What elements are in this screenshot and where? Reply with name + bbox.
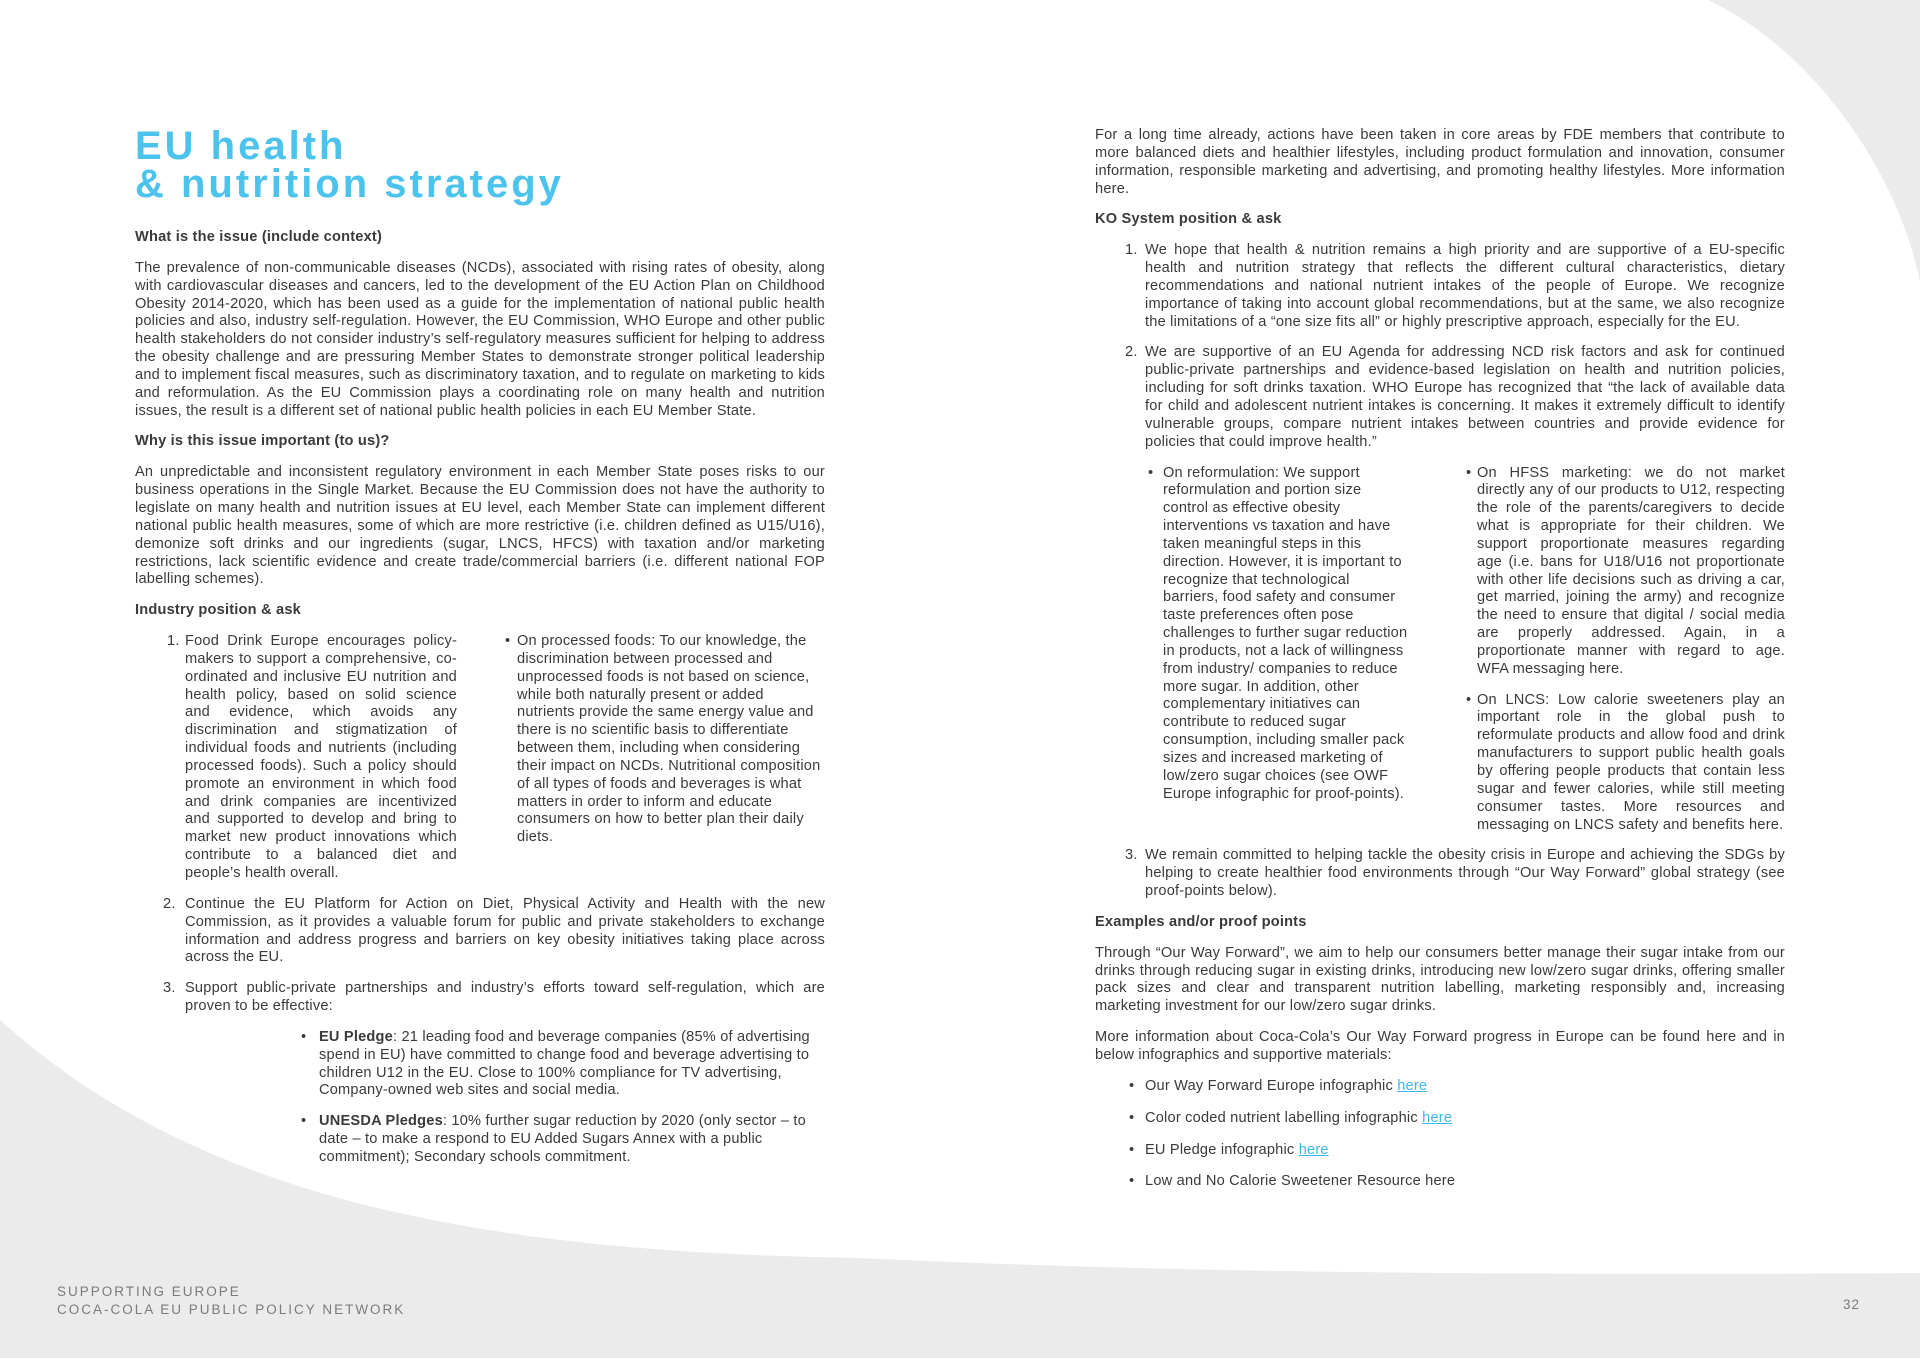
footer-line-1: SUPPORTING EUROPE (57, 1284, 241, 1299)
nutrient-labelling-infographic-link[interactable]: here (1422, 1109, 1453, 1126)
industry-item-1-text: Food Drink Europe encourages policy-makers to support a comprehensive, co-ordinated and inclusive EU nutrition and health policy, based on solid science and evidence, which avoids any discrimination and stigmatization of individual foods and nutrients (including processed foods). Such a policy should promote an environment in which food and drink companies are incentivized and supported to develop and bring to market new product innovations which contribute to a balanced diet and people’s health overall. (185, 633, 457, 881)
bullet-icon (301, 1029, 306, 1047)
bullet-icon (1148, 465, 1153, 483)
industry-item-1-body (135, 633, 457, 883)
unesda-pledges-bullet (135, 1113, 825, 1167)
sub-bullets-right-group (1466, 465, 1785, 835)
ko-item-2-text: We are supportive of an EU Agenda for addressing NCD risk factors and ask for continued public-private partnerships and evidence-based legislation on health and nutrition policies, including for soft drinks taxation. WHO Europe has recognized that “the lack of available data for child and adolescent nutrient intakes is concerning. It makes it extremely difficult to identify vulnerable groups, compare nutrient intakes between countries and provide evidence for policies that could improve health.” (1145, 344, 1785, 450)
ko-item-1-text: We hope that health & nutrition remains a high priority and are supportive of a EU-specific health and nutrition strategy that reflects the different cultural characteristics, dietary recommendations and national nutrient intakes of the people of Europe. We recognize importance of taking into account global recommendations, but at the same, we also recognize the limitations of a “one size fits all” or highly prescriptive approach, especially for the EU. (1145, 242, 1785, 330)
owf-infographic-link[interactable]: here (1397, 1077, 1428, 1094)
reformulation-bullet (1148, 465, 1409, 835)
page-footer (57, 1283, 405, 1319)
bullet-icon (1129, 1173, 1134, 1191)
hfss-marketing-text: On HFSS marketing: we do not market directly any of our products to U12, respecting the role of the parents/caregivers to decide what is appropriate for their children. We support proportionate measures regarding age (i.e. bans for U18/U16 not proportionate with other life decisions such as driving a car, get married, joining the army) and recognize the need to ensure that digital / social media are properly addressed. Again, in a proportionate manner with regard to age. WFA messaging here. (1477, 464, 1785, 677)
bullet-icon (1129, 1110, 1134, 1128)
footer-line-2: COCA-COLA EU PUBLIC POLICY NETWORK (57, 1302, 406, 1317)
importance-paragraph: An unpredictable and inconsistent regulatory environment in each Member State poses risks to our business operations in the Single Market. Because the EU Commission does not have the authority to legislate on many health and nutrition issues at EU level, each Member State can implement different national public health measures, some of which are more restrictive (i.e. children defined as U15/U16), demonize soft drinks and our ingredients (sugar, LNCS, HFCS) with taxation and/or marketing restrictions, lack scientific evidence and create trade/commercial barriers (i.e. different national FOP labelling schemes). (135, 464, 825, 588)
reformulation-text: On reformulation: We support reformulation and portion size control as effective obesity interventions vs taxation and have taken meaningful steps in this direction. However, it is important to recognize that technological barriers, food safety and consumer taste preferences often pose challenges to further sugar reduction in products, not a lack of willingness from industry/ companies to reduce more sugar. In addition, other complementary initiatives can contribute to reduced sugar consumption, including smaller pack sizes and increased marketing of low/zero sugar choices (see OWF Europe infographic for proof-points). (1163, 464, 1408, 802)
list-number: 1. (1125, 242, 1138, 259)
list-number: 2. (1125, 344, 1138, 361)
industry-list-item-2 (135, 896, 825, 967)
eu-pledge-infographic-link[interactable]: here (1298, 1141, 1329, 1158)
resource-item (1095, 1078, 1785, 1096)
issue-paragraph: The prevalence of non-communicable diseases (NCDs), associated with rising rates of obesity, along with cardiovascular diseases and cancers, led to the development of the EU Action Plan on Childhood Obesity 2014-2020, which has been used as a guide for the implementation of national public health policies and also, industry self-regulation. However, the EU Commission, WHO Europe and other public health stakeholders do not consider industry’s self-regulatory measures sufficient for helping to address the obesity challenge and are pressuring Member States to demonstrate stronger political leadership and to implement fiscal measures, such as discriminatory taxation, and to regulate on marketing to kids and reformulation. As the EU Commission plays a coordinating role on many health and nutrition issues, the result is a different set of national public health policies in each EU Member State. (135, 259, 825, 419)
resource-label: EU Pledge infographic (1145, 1141, 1295, 1158)
ko-list-item-2 (1095, 344, 1785, 451)
left-column (135, 229, 825, 1180)
right-column (1095, 127, 1785, 1205)
industry-item-3-text: Support public-private partnerships and industry’s efforts toward self-regulation, which are proven to be effective: (185, 980, 825, 1015)
industry-list-item-1 (135, 633, 825, 883)
processed-foods-bullet (505, 633, 825, 883)
page-title-line-2: & nutrition strategy (135, 162, 564, 206)
industry-list-item-3 (135, 980, 825, 1016)
industry-item-2-text: Continue the EU Platform for Action on Diet, Physical Activity and Health with the new Commission, as it provides a valuable forum for public and private stakeholders to exchange information and address progress and barriers on key obesity initiatives taking place across across the EU. (185, 895, 825, 966)
importance-heading: Why is this issue important (to us)? (135, 433, 390, 450)
resource-item (1095, 1173, 1785, 1191)
resource-item (1095, 1142, 1785, 1160)
examples-paragraph: Through “Our Way Forward”, we aim to help our consumers better manage their sugar intake from our drinks through reducing sugar in existing drinks, introducing new low/zero sugar drinks, offering smaller pack sizes and clear and transparent nutrition labelling, marketing responsibly and, increasing marketing investment for our low/zero sugar drinks. (1095, 944, 1785, 1015)
bullet-icon (301, 1113, 306, 1131)
page-number: 32 (1843, 1297, 1861, 1312)
unesda-pledges-label: UNESDA Pledges (319, 1113, 443, 1130)
page-title-line-1: EU health (135, 124, 347, 168)
resource-label: Our Way Forward Europe infographic (1145, 1077, 1393, 1094)
bullet-icon (1129, 1142, 1134, 1160)
ko-list-item-3 (1095, 847, 1785, 901)
more-info-paragraph: More information about Coca-Cola’s Our Way Forward progress in Europe can be found here and in below infographics and supportive materials: (1095, 1029, 1785, 1063)
ko-item-2-sub-bullets (1095, 465, 1785, 835)
resource-item (1095, 1110, 1785, 1128)
eu-pledge-text: : 21 leading food and beverage companies (85% of advertising spend in EU) have committed to change food and beverage advertising to children U12 in the EU. Close to 100% compliance for TV advertising, Company-owned web sites and social media. (319, 1028, 810, 1099)
processed-foods-text: On processed foods: To our knowledge, the discrimination between processed and unprocessed foods is not based on science, while both naturally present or added nutrients provide the same energy value and there is no scientific basis to differentiate between them, including when considering their impact on NCDs. Nutritional composition of all types of foods and beverages is what matters in order to inform and educate consumers on how to better plan their daily diets. (517, 633, 821, 846)
hfss-marketing-bullet (1466, 465, 1785, 679)
ko-list-item-1 (1095, 242, 1785, 331)
issue-heading: What is the issue (include context) (135, 229, 383, 245)
list-number: 2. (163, 895, 176, 912)
list-number: 3. (163, 980, 176, 997)
unesda-pledges-text: : 10% further sugar reduction by 2020 (only sector – to date – to make a respond to EU Added Sugars Annex with a public commitment); Secondary schools commitment. (319, 1113, 806, 1165)
resource-label: Color coded nutrient labelling infographic (1145, 1109, 1418, 1126)
intro-paragraph: For a long time already, actions have been taken in core areas by FDE members that contribute to more balanced diets and healthier lifestyles, including product formulation and innovation, consumer information, responsible marketing and advertising, and promoting healthy lifestyles. More information here. (1095, 127, 1785, 197)
bullet-icon (1466, 692, 1471, 710)
list-number: 3. (1125, 847, 1138, 864)
ko-position-heading: KO System position & ask (1095, 211, 1282, 228)
eu-pledge-label: EU Pledge (319, 1028, 393, 1045)
eu-pledge-bullet (135, 1029, 825, 1100)
list-number: 1. (167, 633, 180, 650)
page-title (135, 124, 564, 206)
examples-heading: Examples and/or proof points (1095, 913, 1307, 930)
bullet-icon (1129, 1078, 1134, 1096)
bullet-icon (1466, 465, 1471, 483)
resource-label: Low and No Calorie Sweetener Resource here (1145, 1173, 1456, 1190)
industry-heading: Industry position & ask (135, 602, 301, 619)
ko-item-3-text: We remain committed to helping tackle the obesity crisis in Europe and achieving the SDGs by helping to create healthier food environments through “Our Way Forward” global strategy (see proof-points below). (1145, 847, 1785, 900)
lncs-bullet (1466, 692, 1785, 835)
lncs-text: On LNCS: Low calorie sweeteners play an important role in the global push to reformulate products and allow food and drink manufacturers to support public health goals by offering people products that contain less sugar and fewer calories, while still meeting consumer tastes. More resources and messaging on LNCS safety and benefits here. (1477, 691, 1785, 833)
bullet-icon (505, 633, 510, 651)
